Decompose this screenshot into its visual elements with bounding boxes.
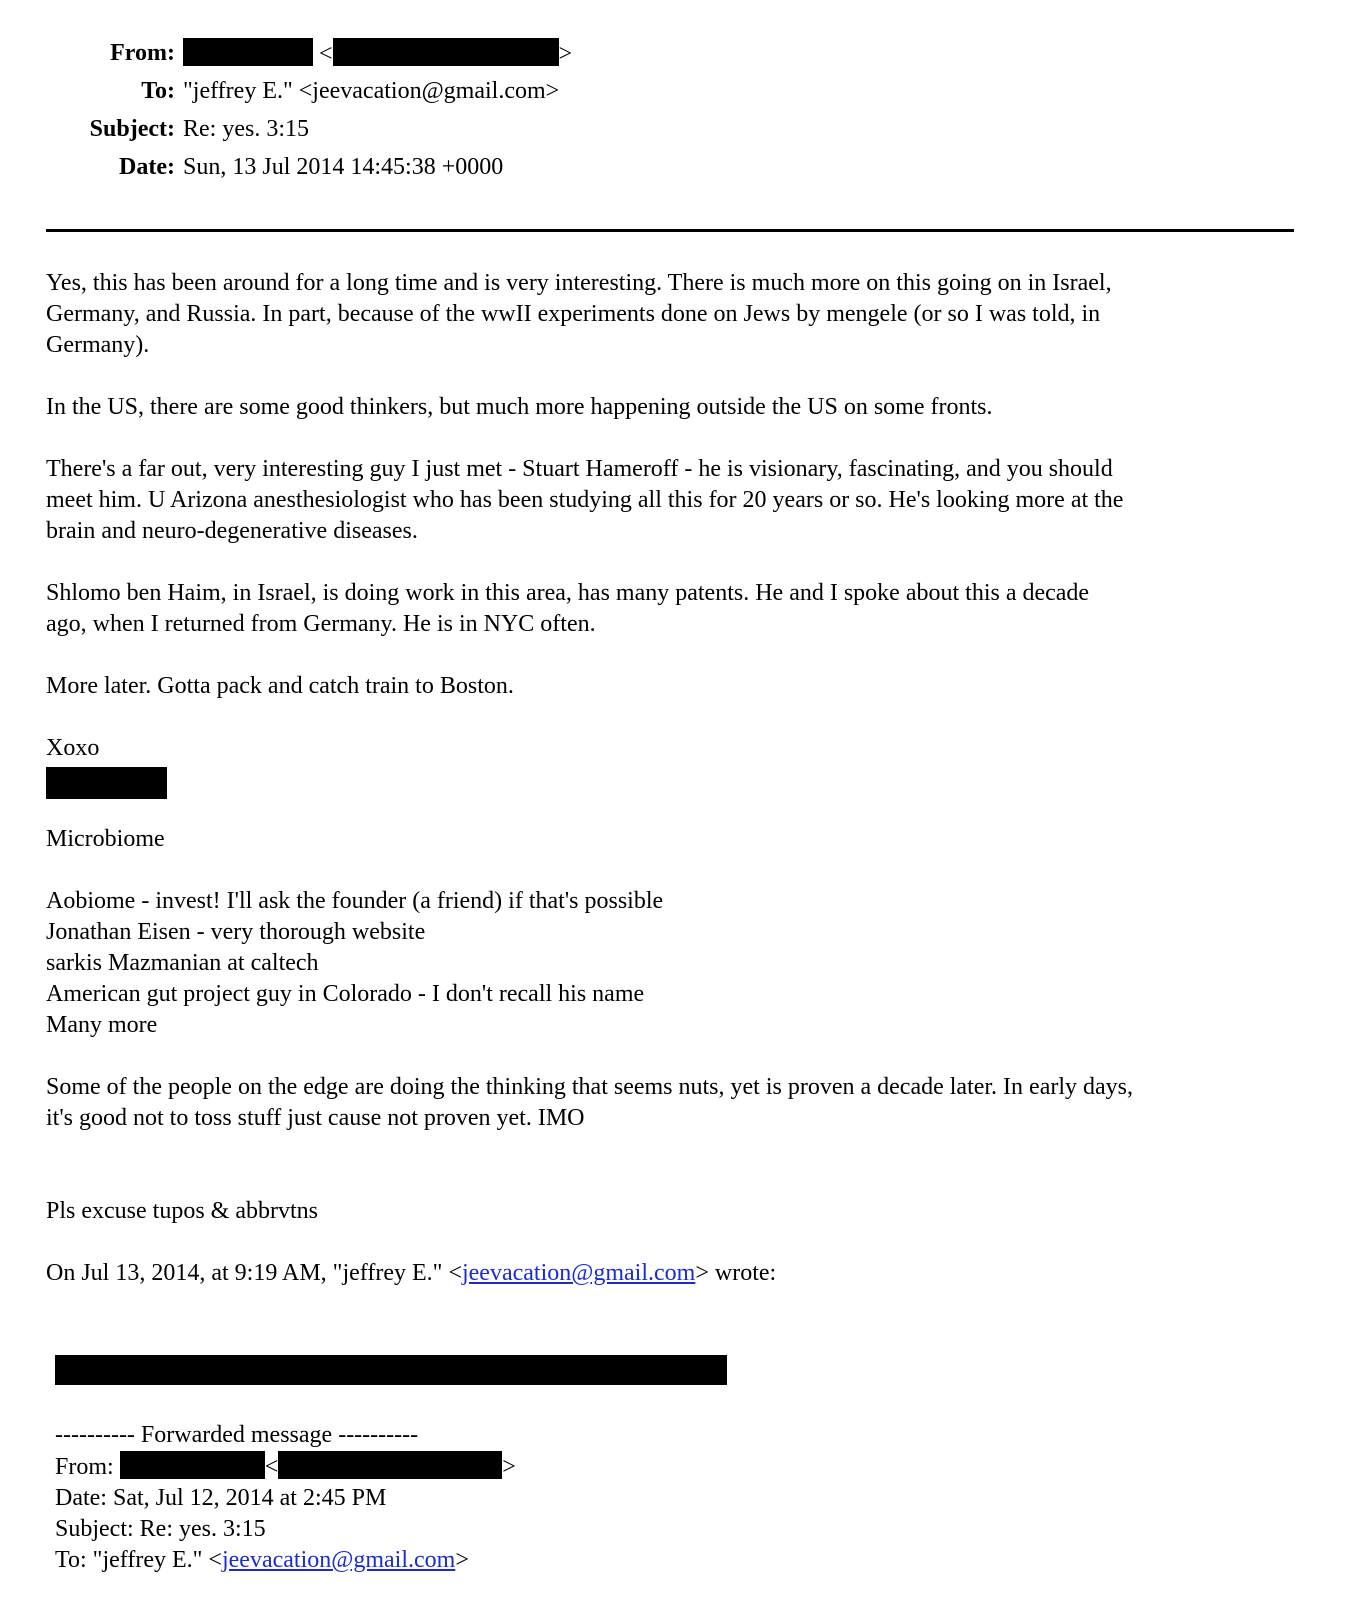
list-item: American gut project guy in Colorado - I don't recall his name [46,981,645,1007]
forward-divider: ---------- Forwarded message ---------- [55,1422,419,1448]
date-label: Date: [119,154,175,180]
paragraph-1 [46,268,1316,361]
forward-subject-line: Subject: Re: yes. 3:15 [55,1516,266,1542]
line: it's good not to toss stuff just cause not proven yet. IMO [46,1105,585,1131]
paragraph-4 [46,578,1316,640]
forward-from-line [55,1451,516,1483]
signature [46,733,1316,799]
line: Yes, this has been around for a long time and is very interesting. There is much more on this going on in Israel, [46,270,1112,296]
line: Microbiome [46,826,165,852]
email-link[interactable]: jeevacation@gmail.com [221,1547,456,1573]
header-divider [46,229,1294,232]
angle-close: > [558,41,573,67]
redaction-box [55,1355,727,1385]
redaction-box [183,38,313,66]
to-label: To: [141,78,175,104]
angle-open: < [264,1454,279,1480]
list-item: Many more [46,1012,158,1038]
list-item: sarkis Mazmanian at caltech [46,950,319,976]
line: In the US, there are some good thinkers, but much more happening outside the US on some fronts. [46,394,993,420]
date-value: Sun, 13 Jul 2014 14:45:38 +0000 [183,154,504,180]
paragraph-2 [46,392,1316,423]
angle-close: > [502,1454,516,1480]
header-to-row [0,76,600,114]
forward-date-line: Date: Sat, Jul 12, 2014 at 2:45 PM [55,1485,387,1511]
paragraph-microbiome [46,824,1316,855]
line: Some of the people on the edge are doing the thinking that seems nuts, yet is proven a decade later. In early days, [46,1074,1134,1100]
redaction-box [278,1451,502,1479]
quoted-redaction [55,1355,755,1385]
line: Shlomo ben Haim, in Israel, is doing work in this area, has many patents. He and I spoke about this a decade [46,580,1090,606]
header-from-row [0,38,600,76]
paragraph-7 [46,1072,1316,1134]
redaction-box [333,38,559,66]
paragraph-5 [46,671,1316,702]
header-subject-row [0,114,600,152]
from-value [183,38,572,70]
line: ago, when I returned from Germany. He is in NYC often. [46,611,596,637]
line: meet him. U Arizona anesthesiologist who has been studying all this for 20 years or so. He's looking more at the [46,487,1124,513]
email-header [0,38,600,190]
signoff: Xoxo [46,735,100,761]
email-link[interactable]: jeevacation@gmail.com [461,1260,696,1286]
line [46,1258,1316,1289]
redaction-box [120,1451,265,1479]
line: Germany). [46,332,150,358]
from-label: From: [110,40,175,66]
forwarded-header [55,1420,516,1576]
line: More later. Gotta pack and catch train to Boston. [46,673,514,699]
wrote-suffix: > wrote: [695,1260,777,1286]
wrote-line [46,1258,1316,1289]
line: brain and neuro-degenerative diseases. [46,518,418,544]
microbiome-list [46,886,1316,1041]
email-body [46,268,1316,1320]
wrote-prefix: On Jul 13, 2014, at 9:19 AM, "jeffrey E." < [46,1260,462,1286]
forward-to-suffix: > [455,1547,469,1573]
list-item: Aobiome - invest! I'll ask the founder (a friend) if that's possible [46,888,664,914]
redaction-box [46,767,167,799]
forward-to-line [55,1545,516,1576]
paragraph-8 [46,1196,1316,1227]
line: There's a far out, very interesting guy I just met - Stuart Hameroff - he is visionary, fascinating, and you should [46,456,1113,482]
subject-label: Subject: [89,116,175,142]
angle-open: < [319,41,333,67]
to-value: "jeffrey E." <jeevacation@gmail.com> [183,78,560,104]
header-date-row [0,152,600,190]
line: Pls excuse tupos & abbrvtns [46,1198,318,1224]
forward-to-prefix: To: "jeffrey E." < [55,1547,222,1573]
line: Germany, and Russia. In part, because of the wwII experiments done on Jews by mengele (or so I was told, in [46,301,1101,327]
list-item: Jonathan Eisen - very thorough website [46,919,426,945]
forward-from-label: From: [55,1454,120,1480]
paragraph-3 [46,454,1316,547]
subject-value: Re: yes. 3:15 [183,116,309,142]
